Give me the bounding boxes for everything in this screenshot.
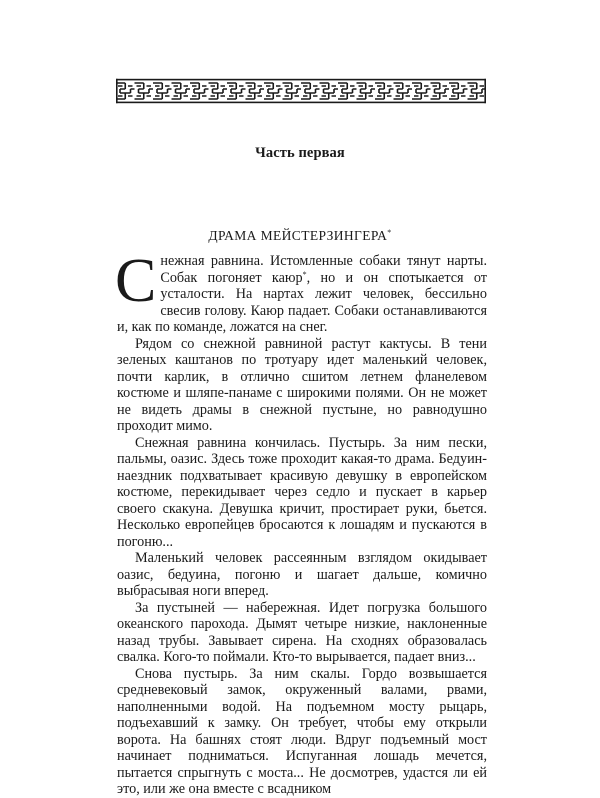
decorative-ornament-band [116, 78, 486, 104]
chapter-title-text: ДРАМА МЕЙСТЕРЗИНГЕРА [208, 228, 388, 243]
part-title: Часть первая [255, 145, 345, 161]
paragraph: Снежная равнина кончилась. Пустырь. За ним пески, пальмы, оазис. Здесь тоже проходит какая-то драма. Бедуин-наездник подхватывает красивую девушку в европейском костюме, перекидывает через седло и пускает в карьер своего скакуна. Девушка кричит, простирает руки, бьется. Несколько европейцев бросаются к лошадям и пускаются в погоню... [117, 434, 487, 550]
paragraph-text: нежная равнина. Истомленные собаки тянут нарты. Собак погоняет каюр [160, 253, 487, 286]
paragraph-text: , но и он спотыкается от усталости. На нартах лежит человек, бессильно свесив голову. Каюр падает. Собаки останавливаются и, как по команде, ложатся на снег. [117, 269, 487, 335]
paragraph: Рядом со снежной равниной растут кактусы. В тени зеленых каштанов по тротуару идет маленький человек, почти карлик, в отлично сшитом летнем фланелевом костюме и шляпе-панаме с широкими полями. Он не может не видеть драмы в снежной пустыне, но равнодушно проходит мимо. [117, 335, 487, 434]
chapter-title [0, 228, 600, 244]
chapter-footnote-mark: * [387, 228, 392, 237]
paragraph: Снова пустырь. За ним скалы. Гордо возвышается средневековый замок, окруженный валами, рвами, наполненными водой. На подъемном мосту рыцарь, подъехавший к замку. Он требует, чтобы ему открыли ворота. На башнях стоят люди. Вдруг подъемный мост начинает подниматься. Испуганная лошадь мечется, пытается спрыгнуть с моста... Не досмотрев, удастся ли ей это, или же она вместе с всадником [117, 665, 487, 797]
drop-cap: С [115, 247, 157, 315]
body-text [115, 247, 487, 798]
paragraph: Маленький человек рассеянным взглядом окидывает оазис, бедуина, погоню и шагает дальше, комично выбрасывая ноги вперед. [117, 550, 487, 599]
footnote-mark: * [302, 269, 307, 279]
paragraph: За пустыней — набережная. Идет погрузка большого океанского парохода. Дымят четыре низкие, наклоненные назад трубы. Завывает сирена. На сходнях образовалась свалка. Кого-то поймали. Кто-то вырывается, падает вниз... [117, 599, 487, 665]
paragraph [115, 247, 487, 336]
